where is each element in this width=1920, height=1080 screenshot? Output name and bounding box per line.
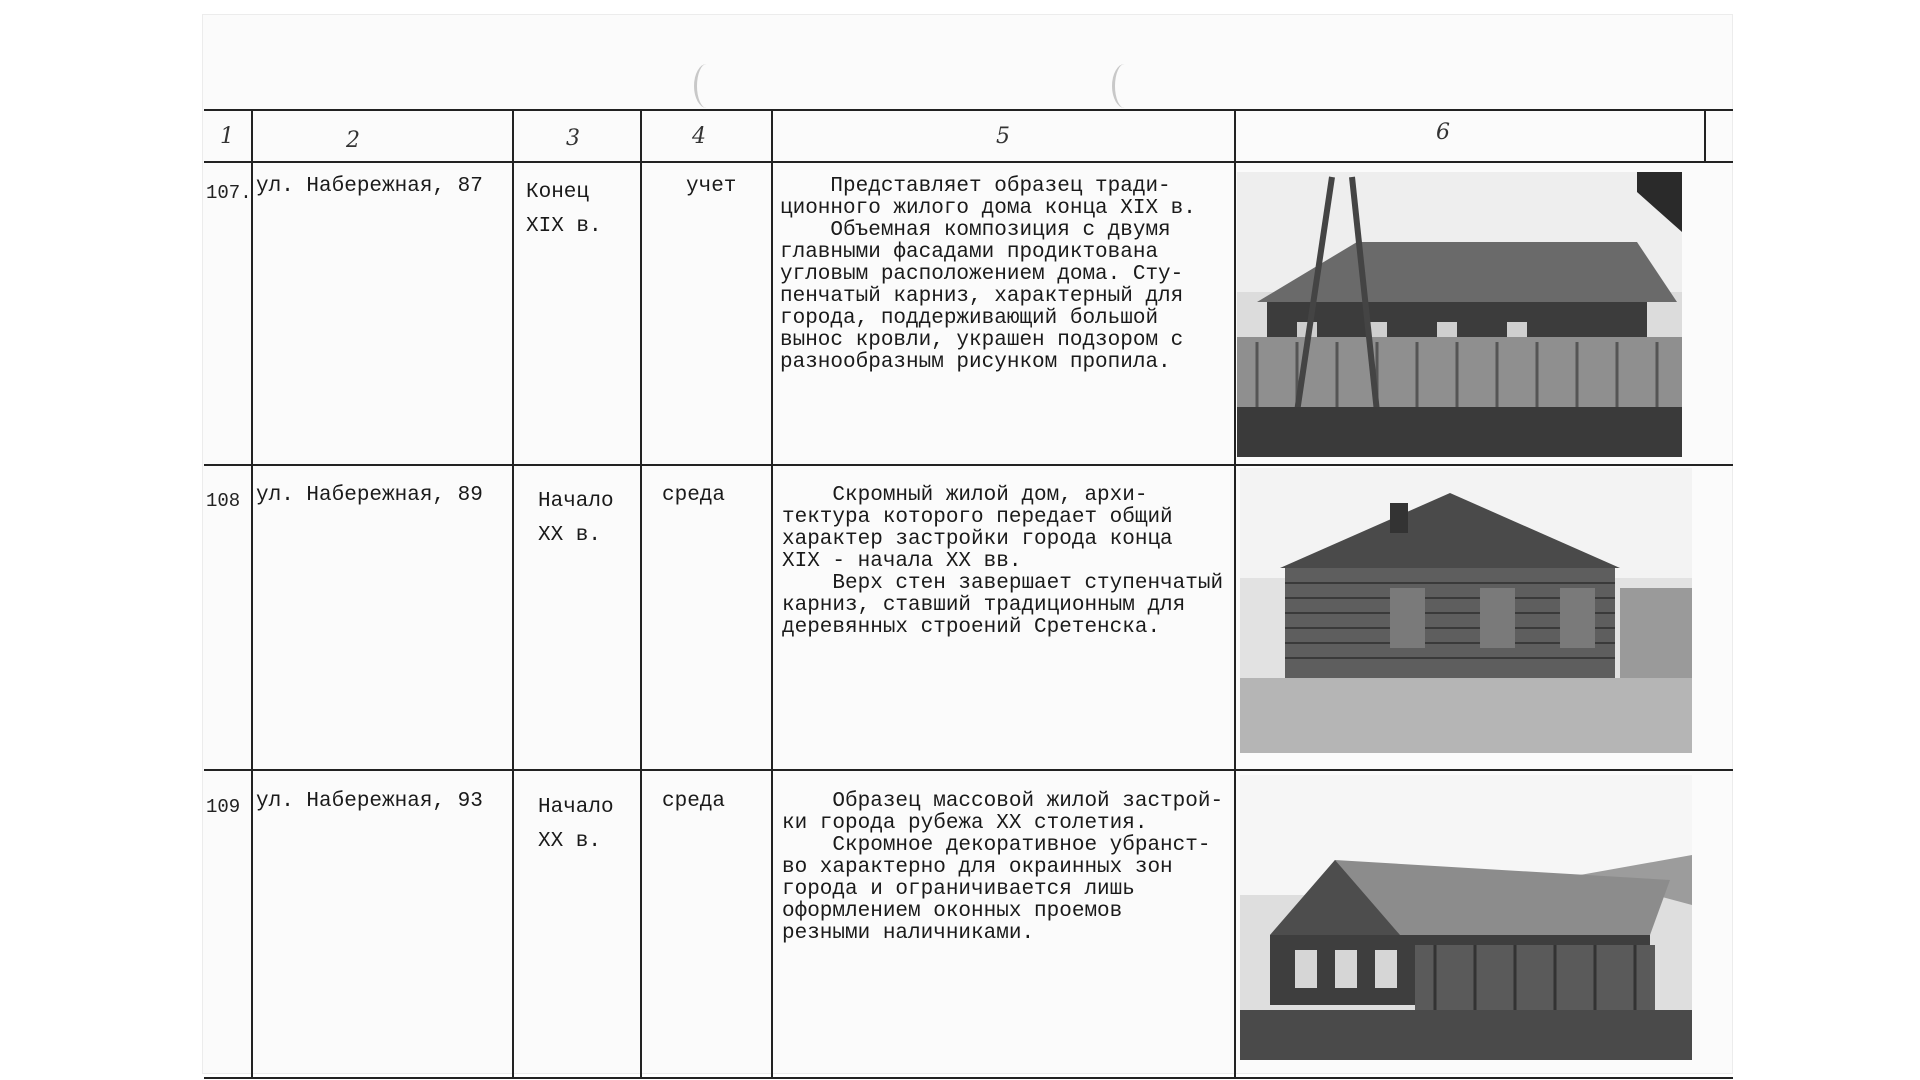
row-address: ул. Набережная, 87	[256, 175, 483, 198]
row-status: среда	[662, 484, 726, 507]
column-header-3: 3	[566, 126, 580, 151]
column-header-6: 6	[1436, 120, 1450, 145]
house-photo	[1240, 468, 1692, 753]
row-status: учет	[686, 175, 737, 198]
row-description: Представляет образец тради- ционного жилого дома конца XIX в. Объемная композиция с двумя главными фасадами продиктована угловым расположением дома. Сту- пенчатый карниз, характерный для города, поддерживающий большой вынос кровли, украшен подзором с разнообразным рисунком пропила.	[780, 175, 1196, 374]
punch-hole	[1112, 64, 1137, 108]
row-address: ул. Набережная, 89	[256, 484, 483, 507]
column-header-1: 1	[220, 124, 234, 149]
row-status: среда	[662, 790, 726, 813]
row-number: 109	[206, 796, 241, 818]
row-number: 107.	[206, 182, 252, 204]
column-header-2: 2	[346, 128, 360, 153]
row-period: Начало XX в.	[538, 490, 614, 547]
house-photo	[1237, 172, 1682, 457]
row-description: Скромный жилой дом, архи- тектура которого передает общий характер застройки города конца XIX - начала XX вв. Верх стен завершает ступенчатый карниз, ставший традиционным для деревянных строений Сретенска.	[782, 484, 1224, 639]
row-period: Начало XX в.	[538, 796, 614, 853]
punch-hole	[694, 64, 719, 108]
row-number: 108	[206, 490, 241, 512]
row-description: Образец массовой жилой застрой- ки города рубежа XX столетия. Скромное декоративное убранст- во характерно для окраинных зон города и ограничивается лишь оформлением оконных проемов резными наличниками.	[782, 790, 1224, 945]
row-address: ул. Набережная, 93	[256, 790, 483, 813]
column-header-4: 4	[692, 124, 706, 149]
row-period: Конец XIX в.	[526, 181, 602, 238]
house-photo	[1240, 775, 1692, 1060]
column-header-5: 5	[996, 124, 1010, 149]
